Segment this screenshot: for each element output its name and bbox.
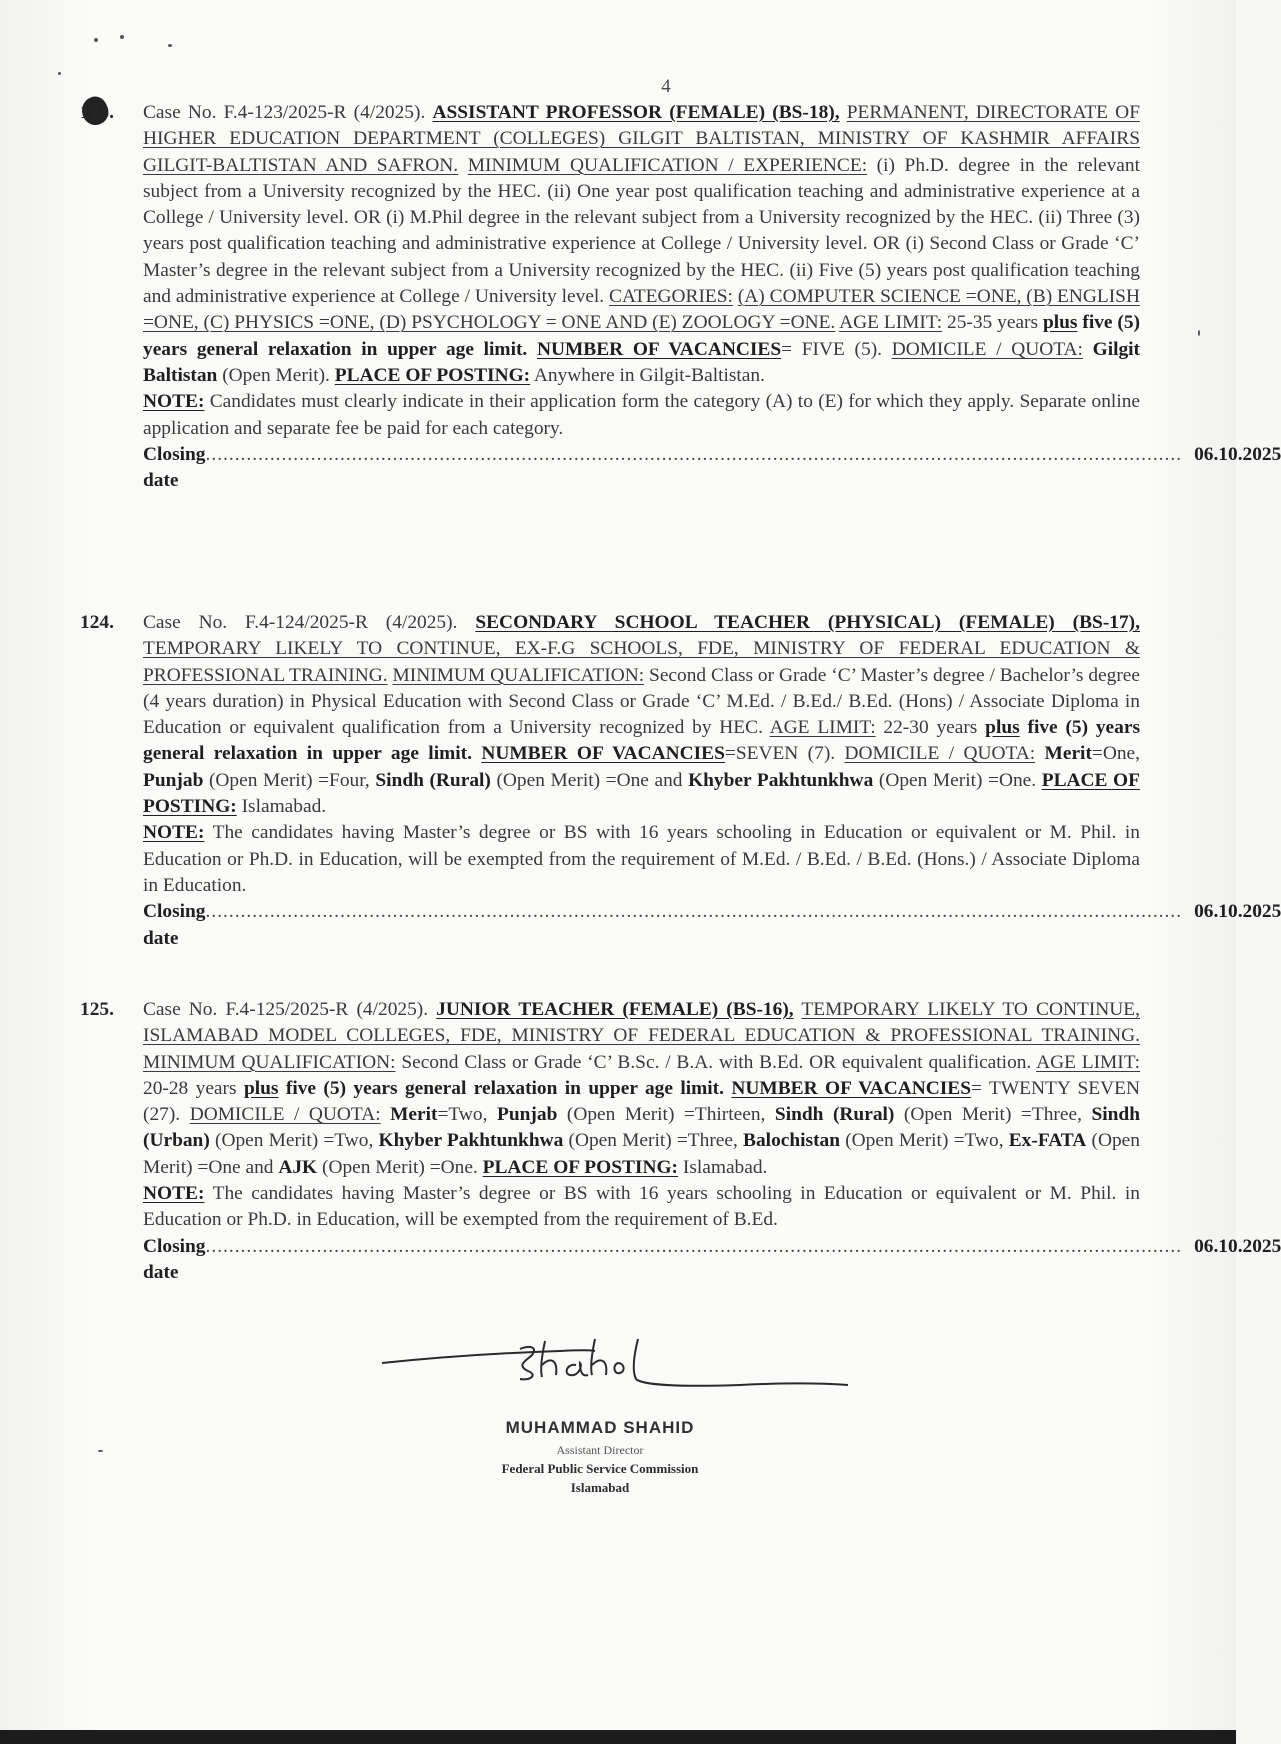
closing-date: 06.10.2025 [1194,901,1281,923]
qualification-label: MINIMUM QUALIFICATION: [143,1051,396,1073]
domicile-merit: Merit [390,1104,438,1126]
posting-label: PLACE OF POSTING: [143,769,1140,818]
leader-dots: ....................................................................................................................................................................... [205,443,1183,465]
plus-text: plus [985,717,1020,739]
domicile-quota-note: (Open Merit) =Four, [208,769,370,791]
domicile-quota-note: (Open Merit) =One and [143,1130,1140,1178]
domicile-quota: AJK [278,1156,318,1178]
relaxation-text: five (5) years general relaxation in upper age limit. [285,1077,724,1099]
domicile-merit-value: =One, [1091,743,1140,765]
scan-speck [1198,330,1200,336]
domicile-quota: Khyber Pakhtunkhwa [378,1130,564,1152]
leader-dots: ....................................................................................................................................................................... [205,901,1183,923]
signatory-name: MUHAMMAD SHAHID [505,1418,695,1437]
posting-label: PLACE OF POSTING: [334,364,531,386]
scan-speck [168,44,172,47]
scan-border [0,1730,1236,1744]
vacancies-text: =SEVEN (7). [724,743,836,765]
vacancy-entry-124 [80,610,1281,952]
domicile-label: DOMICILE / QUOTA: [844,743,1036,765]
posting-text: Islamabad. [682,1156,768,1178]
post-title: SECONDARY SCHOOL TEACHER (PHYSICAL) (FEMALE) (BS-17), [475,612,1140,633]
age-limit-text: 20-28 years [143,1077,237,1099]
posting-text: Anywhere in Gilgit-Baltistan. [533,364,765,386]
domicile-quota-note: (Open Merit) =One. [322,1156,478,1178]
qualification-text: Second Class or Grade ‘C’ Master’s degree / Bachelor’s degree (4 years duration) in Physical Education with Second Class or Grade ‘C’ M.Ed. / B.Ed./ B.Ed. (Hons) / Associate Diploma in Education or equivalent qualification from a University recognized by HEC. [143,664,1141,739]
post-description: TEMPORARY LIKELY TO CONTINUE, ISLAMABAD MODEL COLLEGES, FDE, MINISTRY OF FEDERAL EDUCATION & PROFESSIONAL TRAINING. [143,999,1140,1047]
note-text: Candidates must clearly indicate in their application form the category (A) to (E) for which they apply. Separate online application and separate fee be paid for each category. [143,391,1141,439]
post-description: PERMANENT, DIRECTORATE OF HIGHER EDUCATION DEPARTMENT (COLLEGES) GILGIT BALTISTAN, MINISTRY OF KASHMIR AFFAIRS GILGIT-BALTISTAN AND SAFRON. [143,102,1140,176]
domicile-merit: Merit [1044,743,1092,765]
vacancy-entry-123 [80,100,1281,494]
domicile-quota: Gilgit Baltistan [143,338,1141,386]
categories-label: CATEGORIES: [609,286,733,308]
closing-date-label: Closing date [143,1235,206,1283]
domicile-quota-note: (Open Merit) =Two, [845,1130,1004,1152]
scan-speck [58,72,61,75]
note-label: NOTE: [143,391,205,413]
case-number: Case No. F.4-124/2025-R (4/2025). [143,612,458,633]
domicile-quota-note: (Open Merit). [222,364,330,386]
vacancies-text: = TWENTY SEVEN (27). [143,1077,1140,1126]
closing-date: 06.10.2025 [1194,1235,1281,1257]
handwritten-signature [380,1335,850,1405]
posting-label: PLACE OF POSTING: [482,1156,678,1178]
domicile-quota-note: (Open Merit) =One and [496,769,683,791]
relaxation-text: five (5) years general relaxation in upper age limit. [143,312,1141,360]
vacancies-label: NUMBER OF VACANCIES [536,338,782,360]
vacancies-text: = FIVE (5). [781,338,882,360]
scan-speck [94,38,98,42]
post-title: JUNIOR TEACHER (FEMALE) (BS-16), [436,999,794,1020]
entry-number: 124. [80,612,114,633]
signatory-city: Islamabad [570,1480,630,1495]
domicile-quota: Punjab [497,1104,558,1126]
note-label: NOTE: [143,1183,205,1205]
closing-date: 06.10.2025 [1194,443,1281,465]
leader-dots: ....................................................................................................................................................................... [205,1235,1183,1257]
vacancies-label: NUMBER OF VACANCIES [731,1077,972,1099]
plus-text: plus [243,1077,279,1099]
post-description: TEMPORARY LIKELY TO CONTINUE, EX-F.G SCHOOLS, FDE, MINISTRY OF FEDERAL EDUCATION & PROFESSIONAL TRAINING. [143,638,1140,686]
entry-body [143,100,1140,442]
page-number: 4 [661,76,671,97]
vacancies-label: NUMBER OF VACANCIES [481,743,725,765]
closing-date-line [143,442,1281,495]
categories-text: (A) COMPUTER SCIENCE =ONE, (B) ENGLISH =ONE, (C) PHYSICS =ONE, (D) PSYCHOLOGY = ONE AND (E) ZOOLOGY =ONE. [143,286,1140,334]
domicile-label: DOMICILE / QUOTA: [189,1104,381,1126]
domicile-quota-note: (Open Merit) =Two, [214,1130,374,1152]
plus-text: plus [1042,312,1078,334]
qualification-label: MINIMUM QUALIFICATION / EXPERIENCE: [467,154,868,176]
scan-speck [98,1450,103,1452]
domicile-quota: Sindh (Rural) [375,769,491,791]
domicile-label: DOMICILE / QUOTA: [891,338,1083,360]
post-title: ASSISTANT PROFESSOR (FEMALE) (BS-18), [432,102,840,123]
domicile-quota-note: (Open Merit) =Thirteen, [566,1104,766,1126]
age-limit-label: AGE LIMIT: [839,312,943,334]
domicile-quota-note: (Open Merit) =One. [878,769,1037,791]
case-number: Case No. F.4-123/2025-R (4/2025). [143,102,426,123]
closing-date-label: Closing date [143,901,206,949]
domicile-quota-note: (Open Merit) =Three, [903,1104,1082,1126]
entry-body [143,997,1140,1234]
age-limit-text: 22-30 years [883,717,978,739]
signatory-designation: Assistant Director [556,1443,644,1457]
domicile-quota: Balochistan [743,1130,841,1152]
qualification-text: Second Class or Grade ‘C’ B.Sc. / B.A. with B.Ed. OR equivalent qualification. [401,1051,1032,1073]
domicile-merit-value: =Two, [437,1104,488,1126]
domicile-quota: Sindh (Rural) [774,1104,895,1126]
note-text: The candidates having Master’s degree or BS with 16 years schooling in Education or equivalent or M. Phil. in Education or Ph.D. in Education, will be exempted from the requirement of M.Ed. / B.Ed. / B.Ed. (Hons.) / Associate Diploma in Education. [143,822,1140,896]
age-limit-label: AGE LIMIT: [769,717,876,739]
posting-text: Islamabad. [241,796,327,818]
closing-date-label: Closing date [143,443,206,492]
entry-body [143,610,1140,899]
note-label: NOTE: [143,822,205,844]
domicile-quota: Punjab [143,769,204,791]
domicile-quota-note: (Open Merit) =Three, [568,1130,738,1152]
domicile-quota: Ex-FATA [1008,1130,1087,1152]
qualification-text: (i) Ph.D. degree in the relevant subject from a University recognized by the HEC. (ii) One year post qualification teaching and administrative experience at a College / University level. OR (i) M.Phil degree in the relevant subject from a University recognized by the HEC. (ii) Three (3) years post qualification teaching and administrative experience at College / University level. OR (i) Second Class or Grade ‘C’ Master’s degree in the relevant subject from a University recognized by the HEC. (ii) Five (5) years post qualification teaching and administrative experience at College / University level. [143,154,1140,308]
qualification-label: MINIMUM QUALIFICATION: [392,664,645,686]
vacancy-entry-125 [80,997,1281,1286]
signatory-organization: Federal Public Service Commission [501,1461,699,1476]
domicile-quota: Khyber Pakhtunkhwa [688,769,874,791]
case-number: Case No. F.4-125/2025-R (4/2025). [143,999,429,1020]
closing-date-line [143,899,1281,952]
note-text: The candidates having Master’s degree or BS with 16 years schooling in Education or equivalent or M. Phil. in Education or Ph.D. in Education, will be exempted from the requirement of B.Ed. [143,1183,1140,1231]
closing-date-line [143,1234,1281,1287]
relaxation-text: five (5) years general relaxation in upper age limit. [143,717,1141,765]
domicile-quota: Sindh (Urban) [143,1104,1140,1152]
age-limit-label: AGE LIMIT: [1036,1051,1140,1073]
scan-speck [120,35,124,39]
entry-number: 125. [80,999,114,1020]
age-limit-text: 25-35 years [947,312,1039,334]
entry-number: 123. [80,102,114,123]
